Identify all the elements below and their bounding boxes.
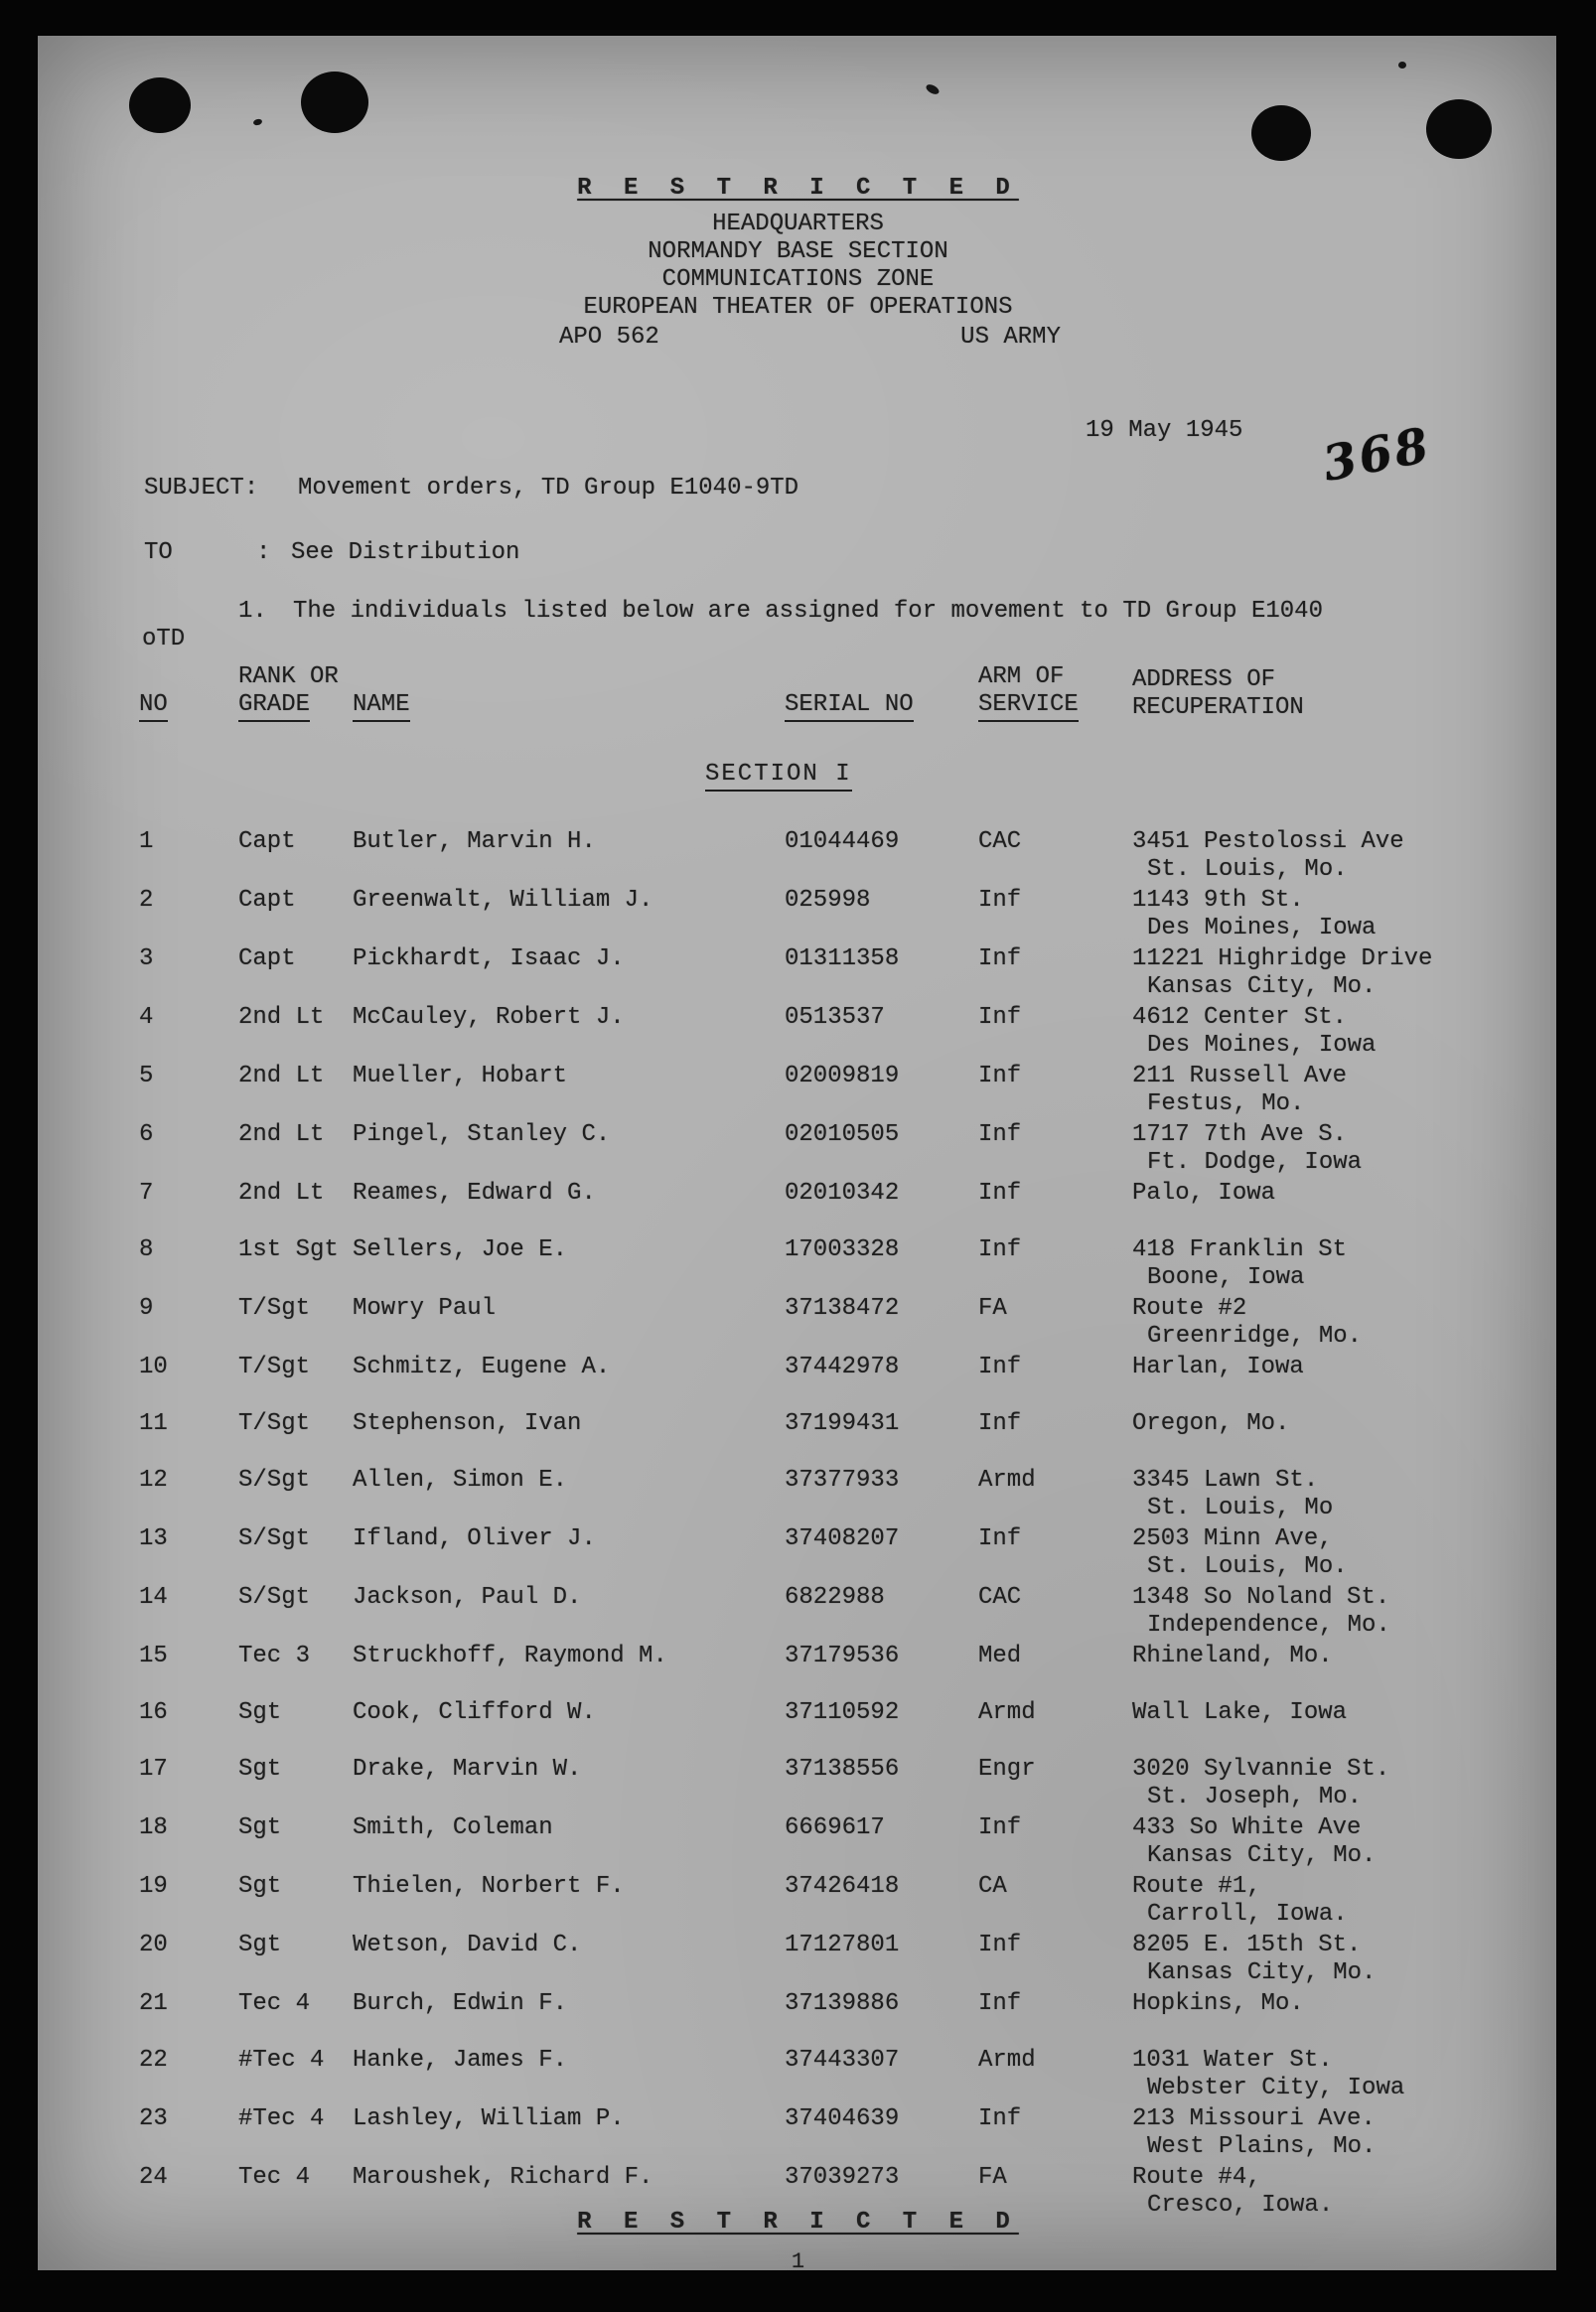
cell-serial: 37139886 bbox=[785, 1990, 900, 2017]
cell-serial: 025998 bbox=[785, 887, 871, 914]
table-row bbox=[139, 887, 1479, 942]
address-line: 1348 So Noland St. bbox=[1132, 1584, 1390, 1611]
cell-name: Thielen, Norbert F. bbox=[353, 1873, 625, 1900]
address-line: Ft. Dodge, Iowa bbox=[1147, 1149, 1363, 1176]
cell-address bbox=[1132, 1756, 1479, 1811]
letterhead-line: NORMANDY BASE SECTION bbox=[648, 238, 948, 265]
address-line: 11221 Highridge Drive bbox=[1132, 945, 1433, 972]
cell-serial: 37408207 bbox=[785, 1525, 900, 1552]
table-row bbox=[139, 1814, 1479, 1870]
cell-grade: Capt bbox=[238, 945, 296, 972]
cell-grade: Sgt bbox=[238, 1756, 282, 1783]
address-line: Oregon, Mo. bbox=[1132, 1410, 1290, 1437]
address-line: 3345 Lawn St. bbox=[1132, 1467, 1319, 1494]
cell-no: 2 bbox=[139, 887, 154, 914]
cell-no: 18 bbox=[139, 1814, 168, 1841]
cell-address bbox=[1132, 1063, 1479, 1118]
cell-address bbox=[1132, 2047, 1479, 2102]
table-row bbox=[139, 1063, 1479, 1118]
cell-name: Smith, Coleman bbox=[353, 1814, 553, 1841]
cell-address bbox=[1132, 1990, 1479, 2018]
table-header-row bbox=[139, 663, 1479, 722]
address-line: Independence, Mo. bbox=[1147, 1612, 1390, 1639]
cell-grade: Sgt bbox=[238, 1814, 282, 1841]
page-number: 1 bbox=[791, 2249, 805, 2274]
cell-arm: Inf bbox=[978, 1004, 1022, 1031]
cell-arm: Inf bbox=[978, 1236, 1022, 1263]
cell-no: 4 bbox=[139, 1004, 154, 1031]
address-line: Palo, Iowa bbox=[1132, 1180, 1276, 1207]
cell-arm: Inf bbox=[978, 1990, 1022, 2017]
cell-name: Pingel, Stanley C. bbox=[353, 1121, 611, 1148]
cell-no: 1 bbox=[139, 828, 154, 855]
cell-name: Stephenson, Ivan bbox=[353, 1410, 582, 1437]
table-row bbox=[139, 1756, 1479, 1811]
cell-name: Jackson, Paul D. bbox=[353, 1584, 582, 1611]
cell-address bbox=[1132, 1410, 1479, 1438]
cell-no: 20 bbox=[139, 1932, 168, 1958]
cell-grade: 1st Sgt bbox=[238, 1236, 339, 1263]
cell-serial: 17127801 bbox=[785, 1932, 900, 1958]
cell-arm: Inf bbox=[978, 1121, 1022, 1148]
cell-arm: CAC bbox=[978, 1584, 1022, 1611]
cell-name: Struckhoff, Raymond M. bbox=[353, 1643, 667, 1669]
cell-address bbox=[1132, 1004, 1479, 1060]
cell-grade: Sgt bbox=[238, 1699, 282, 1726]
address-line: 2503 Minn Ave, bbox=[1132, 1525, 1333, 1552]
cell-address bbox=[1132, 1643, 1479, 1670]
cell-arm: Armd bbox=[978, 1699, 1036, 1726]
classification-header: R E S T R I C T E D bbox=[577, 175, 1019, 202]
cell-no: 14 bbox=[139, 1584, 168, 1611]
cell-no: 9 bbox=[139, 1295, 154, 1322]
address-line: 3020 Sylvannie St. bbox=[1132, 1756, 1390, 1783]
cell-serial: 6669617 bbox=[785, 1814, 885, 1841]
cell-name: Ifland, Oliver J. bbox=[353, 1525, 596, 1552]
cell-grade: S/Sgt bbox=[238, 1467, 311, 1494]
address-line: West Plains, Mo. bbox=[1147, 2133, 1377, 2160]
classification-footer: R E S T R I C T E D bbox=[577, 2209, 1019, 2236]
cell-name: Cook, Clifford W. bbox=[353, 1699, 596, 1726]
table-row bbox=[139, 2105, 1479, 2161]
cell-no: 21 bbox=[139, 1990, 168, 2017]
cell-name: Butler, Marvin H. bbox=[353, 828, 596, 855]
cell-arm: Inf bbox=[978, 1410, 1022, 1437]
cell-address bbox=[1132, 1525, 1479, 1581]
address-line: Festus, Mo. bbox=[1147, 1090, 1305, 1117]
table-row bbox=[139, 1410, 1479, 1464]
cell-grade: Sgt bbox=[238, 1873, 282, 1900]
cell-arm: Armd bbox=[978, 1467, 1036, 1494]
paragraph-text: The individuals listed below are assigned for movement to TD Group E1040 bbox=[293, 598, 1323, 625]
to-colon: : bbox=[256, 539, 271, 566]
table-row bbox=[139, 1236, 1479, 1292]
cell-grade: T/Sgt bbox=[238, 1295, 311, 1322]
address-line: St. Louis, Mo. bbox=[1147, 1553, 1348, 1580]
header-arm: ARM OF SERVICE bbox=[978, 663, 1132, 722]
cell-serial: 02009819 bbox=[785, 1063, 900, 1089]
cell-name: Drake, Marvin W. bbox=[353, 1756, 582, 1783]
cell-arm: CA bbox=[978, 1873, 1007, 1900]
address-line: Cresco, Iowa. bbox=[1147, 2192, 1334, 2219]
cell-name: Mowry Paul bbox=[353, 1295, 497, 1322]
cell-grade: 2nd Lt bbox=[238, 1004, 325, 1031]
cell-no: 19 bbox=[139, 1873, 168, 1900]
header-serial: SERIAL NO bbox=[785, 691, 978, 722]
table-row bbox=[139, 1180, 1479, 1233]
table-row bbox=[139, 1121, 1479, 1177]
cell-name: Schmitz, Eugene A. bbox=[353, 1354, 611, 1380]
cell-serial: 17003328 bbox=[785, 1236, 900, 1263]
cell-address bbox=[1132, 1354, 1479, 1381]
address-line: Route #4, bbox=[1132, 2164, 1261, 2191]
cell-address bbox=[1132, 1932, 1479, 1987]
cell-serial: 37443307 bbox=[785, 2047, 900, 2074]
cell-address bbox=[1132, 1699, 1479, 1727]
address-line: Route #1, bbox=[1132, 1873, 1261, 1900]
header-grade: RANK OR GRADE bbox=[238, 663, 353, 722]
cell-no: 10 bbox=[139, 1354, 168, 1380]
address-line: Greenridge, Mo. bbox=[1147, 1323, 1363, 1350]
address-line: St. Joseph, Mo. bbox=[1147, 1784, 1363, 1810]
roster-rows bbox=[139, 828, 1479, 2223]
cell-arm: Med bbox=[978, 1643, 1022, 1669]
cell-grade: #Tec 4 bbox=[238, 2105, 325, 2132]
cell-name: Burch, Edwin F. bbox=[353, 1990, 568, 2017]
cell-no: 13 bbox=[139, 1525, 168, 1552]
address-line: St. Louis, Mo bbox=[1147, 1495, 1334, 1521]
address-line: Harlan, Iowa bbox=[1132, 1354, 1304, 1380]
document-date: 19 May 1945 bbox=[1086, 417, 1243, 444]
cell-serial: 37179536 bbox=[785, 1643, 900, 1669]
table-row bbox=[139, 1873, 1479, 1929]
cell-serial: 37442978 bbox=[785, 1354, 900, 1380]
apo-number: APO 562 bbox=[559, 324, 659, 351]
cell-no: 22 bbox=[139, 2047, 168, 2074]
table-row bbox=[139, 1643, 1479, 1696]
cell-grade: 2nd Lt bbox=[238, 1063, 325, 1089]
cell-no: 11 bbox=[139, 1410, 168, 1437]
cell-name: Allen, Simon E. bbox=[353, 1467, 568, 1494]
address-line: 4612 Center St. bbox=[1132, 1004, 1348, 1031]
cell-grade: Capt bbox=[238, 828, 296, 855]
table-row bbox=[139, 828, 1479, 884]
cell-no: 6 bbox=[139, 1121, 154, 1148]
cell-serial: 01044469 bbox=[785, 828, 900, 855]
paragraph-continuation: oTD bbox=[142, 626, 186, 652]
army-label: US ARMY bbox=[960, 324, 1061, 351]
table-row bbox=[139, 1354, 1479, 1407]
cell-no: 23 bbox=[139, 2105, 168, 2132]
address-line: 213 Missouri Ave. bbox=[1132, 2105, 1376, 2132]
header-no: NO bbox=[139, 691, 238, 722]
address-line: St. Louis, Mo. bbox=[1147, 856, 1348, 883]
address-line: 1717 7th Ave S. bbox=[1132, 1121, 1348, 1148]
cell-no: 5 bbox=[139, 1063, 154, 1089]
table-row bbox=[139, 1584, 1479, 1640]
cell-grade: T/Sgt bbox=[238, 1410, 311, 1437]
cell-arm: Inf bbox=[978, 1932, 1022, 1958]
cell-arm: FA bbox=[978, 1295, 1007, 1322]
letterhead-line: COMMUNICATIONS ZONE bbox=[661, 266, 935, 293]
address-line: 433 So White Ave bbox=[1132, 1814, 1362, 1841]
cell-address bbox=[1132, 1584, 1479, 1640]
cell-no: 8 bbox=[139, 1236, 154, 1263]
address-line: Des Moines, Iowa bbox=[1147, 1032, 1377, 1059]
apo-line bbox=[559, 324, 1061, 352]
address-line: Boone, Iowa bbox=[1147, 1264, 1305, 1291]
cell-address bbox=[1132, 1236, 1479, 1292]
cell-name: Greenwalt, William J. bbox=[353, 887, 653, 914]
cell-grade: Sgt bbox=[238, 1932, 282, 1958]
cell-serial: 6822988 bbox=[785, 1584, 885, 1611]
address-line: 3451 Pestolossi Ave bbox=[1132, 828, 1404, 855]
cell-arm: CAC bbox=[978, 828, 1022, 855]
cell-grade: #Tec 4 bbox=[238, 2047, 325, 2074]
address-line: Des Moines, Iowa bbox=[1147, 915, 1377, 941]
cell-address bbox=[1132, 1295, 1479, 1351]
cell-arm: Inf bbox=[978, 1354, 1022, 1380]
cell-serial: 37138472 bbox=[785, 1295, 900, 1322]
cell-address bbox=[1132, 828, 1479, 884]
address-line: Kansas City, Mo. bbox=[1147, 1842, 1377, 1869]
cell-no: 3 bbox=[139, 945, 154, 972]
cell-no: 15 bbox=[139, 1643, 168, 1669]
table-row bbox=[139, 945, 1479, 1001]
cell-arm: Inf bbox=[978, 1814, 1022, 1841]
address-line: Webster City, Iowa bbox=[1147, 2075, 1405, 2101]
address-line: 1143 9th St. bbox=[1132, 887, 1304, 914]
cell-arm: FA bbox=[978, 2164, 1007, 2191]
cell-grade: S/Sgt bbox=[238, 1525, 311, 1552]
cell-name: Lashley, William P. bbox=[353, 2105, 625, 2132]
cell-name: Mueller, Hobart bbox=[353, 1063, 568, 1089]
cell-name: Hanke, James F. bbox=[353, 2047, 568, 2074]
cell-grade: Tec 4 bbox=[238, 1990, 311, 2017]
address-line: 1031 Water St. bbox=[1132, 2047, 1333, 2074]
table-row bbox=[139, 1525, 1479, 1581]
cell-name: Wetson, David C. bbox=[353, 1932, 582, 1958]
cell-no: 7 bbox=[139, 1180, 154, 1207]
cell-address bbox=[1132, 1873, 1479, 1929]
cell-address bbox=[1132, 1121, 1479, 1177]
address-line: 8205 E. 15th St. bbox=[1132, 1932, 1362, 1958]
cell-arm: Inf bbox=[978, 887, 1022, 914]
table-row bbox=[139, 1467, 1479, 1522]
cell-arm: Inf bbox=[978, 1525, 1022, 1552]
cell-serial: 02010505 bbox=[785, 1121, 900, 1148]
cell-serial: 37199431 bbox=[785, 1410, 900, 1437]
cell-arm: Inf bbox=[978, 1180, 1022, 1207]
address-line: Wall Lake, Iowa bbox=[1132, 1699, 1348, 1726]
cell-address bbox=[1132, 1467, 1479, 1522]
address-line: Carroll, Iowa. bbox=[1147, 1901, 1348, 1928]
table-row bbox=[139, 1295, 1479, 1351]
address-line: 211 Russell Ave bbox=[1132, 1063, 1348, 1089]
cell-arm: Armd bbox=[978, 2047, 1036, 2074]
cell-no: 16 bbox=[139, 1699, 168, 1726]
cell-arm: Engr bbox=[978, 1756, 1036, 1783]
cell-name: Sellers, Joe E. bbox=[353, 1236, 568, 1263]
cell-serial: 37110592 bbox=[785, 1699, 900, 1726]
table-row bbox=[139, 1932, 1479, 1987]
table-row bbox=[139, 1990, 1479, 2044]
cell-address bbox=[1132, 945, 1479, 1001]
table-row bbox=[139, 1004, 1479, 1060]
address-line: Kansas City, Mo. bbox=[1147, 1959, 1377, 1986]
cell-serial: 01311358 bbox=[785, 945, 900, 972]
cell-address bbox=[1132, 1814, 1479, 1870]
to-label: TO bbox=[144, 539, 173, 566]
cell-grade: Capt bbox=[238, 887, 296, 914]
cell-grade: S/Sgt bbox=[238, 1584, 311, 1611]
cell-serial: 37039273 bbox=[785, 2164, 900, 2191]
header-address: ADDRESS OF RECUPERATION bbox=[1132, 666, 1304, 721]
cell-serial: 37426418 bbox=[785, 1873, 900, 1900]
section-title: SECTION I bbox=[705, 761, 852, 792]
cell-no: 12 bbox=[139, 1467, 168, 1494]
cell-serial: 37377933 bbox=[785, 1467, 900, 1494]
cell-address bbox=[1132, 887, 1479, 942]
cell-address bbox=[1132, 1180, 1479, 1208]
table-row bbox=[139, 1699, 1479, 1753]
address-line: Kansas City, Mo. bbox=[1147, 973, 1377, 1000]
letterhead-line: HEADQUARTERS bbox=[712, 211, 884, 237]
cell-no: 17 bbox=[139, 1756, 168, 1783]
letterhead-line: EUROPEAN THEATER OF OPERATIONS bbox=[583, 294, 1013, 321]
to-value: See Distribution bbox=[291, 539, 520, 566]
handwritten-page-stamp: 368 bbox=[1318, 417, 1436, 493]
address-line: Route #2 bbox=[1132, 1295, 1247, 1322]
address-line: Rhineland, Mo. bbox=[1132, 1643, 1333, 1669]
cell-serial: 0513537 bbox=[785, 1004, 885, 1031]
table-row bbox=[139, 2047, 1479, 2102]
cell-grade: Tec 3 bbox=[238, 1643, 311, 1669]
address-line: Hopkins, Mo. bbox=[1132, 1990, 1304, 2017]
subject-label: SUBJECT: bbox=[144, 475, 259, 502]
cell-serial: 02010342 bbox=[785, 1180, 900, 1207]
cell-grade: 2nd Lt bbox=[238, 1180, 325, 1207]
cell-name: McCauley, Robert J. bbox=[353, 1004, 625, 1031]
cell-no: 24 bbox=[139, 2164, 168, 2191]
letterhead bbox=[0, 211, 1596, 322]
subject-value: Movement orders, TD Group E1040-9TD bbox=[298, 475, 799, 502]
address-line: 418 Franklin St bbox=[1132, 1236, 1348, 1263]
cell-name: Maroushek, Richard F. bbox=[353, 2164, 653, 2191]
cell-arm: Inf bbox=[978, 2105, 1022, 2132]
cell-arm: Inf bbox=[978, 1063, 1022, 1089]
cell-name: Reames, Edward G. bbox=[353, 1180, 596, 1207]
paragraph-number: 1. bbox=[238, 598, 267, 625]
cell-serial: 37404639 bbox=[785, 2105, 900, 2132]
cell-arm: Inf bbox=[978, 945, 1022, 972]
header-name: NAME bbox=[353, 691, 785, 722]
cell-name: Pickhardt, Isaac J. bbox=[353, 945, 625, 972]
cell-serial: 37138556 bbox=[785, 1756, 900, 1783]
cell-grade: Tec 4 bbox=[238, 2164, 311, 2191]
cell-address bbox=[1132, 2105, 1479, 2161]
cell-grade: 2nd Lt bbox=[238, 1121, 325, 1148]
cell-grade: T/Sgt bbox=[238, 1354, 311, 1380]
